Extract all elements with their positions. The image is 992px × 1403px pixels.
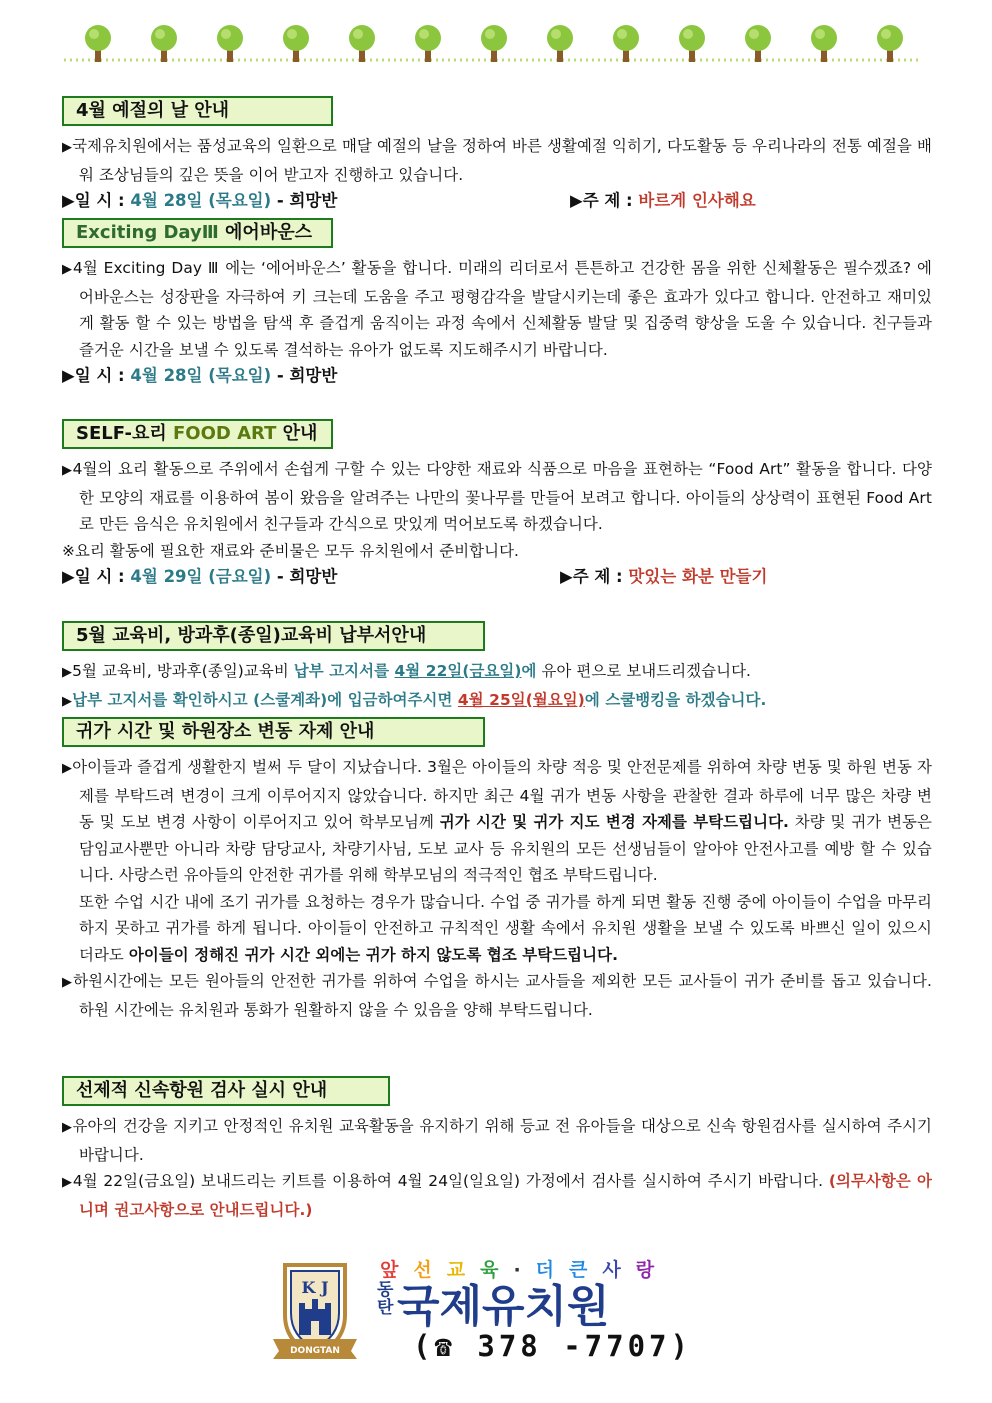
section-paragraph: ▶아이들과 즐겁게 생활한지 벌써 두 달이 지났습니다. 3월은 아이들의 차량 적응 및 안전문제를 위하여 차량 변동 및 하원 변동 자제를 부탁드려 변경이 크게 이루어지지 않았습니다. 하지만 최근 4월 귀가 변동 사항을 관찰한 결과 하루에 너무 많은 차량 변동 및 도보 변경 사항이 이루어지고 있어 학부모님께 귀가 시간 및 귀가 지도 변경 자제를 부탁드립니다. 차량 및 귀가 변동은 담임교사뿐만 아니라 차량 담당교사, 차량기사님, 도보 교사 등 유치원의 모든 선생님들이 알아야 안전사고를 예방 할 수 있습니다. 사랑스런 유아들의 안전한 귀가를 위해 학부모님의 적극적인 협조 부탁드립니다. [62,758,932,884]
topic-value: 바르게 인사해요 [638,191,756,210]
info-row [62,564,932,590]
tree-icon [394,25,460,62]
slogan-char: · [513,1259,536,1281]
section-paragraph: ▶4월 22일(금요일) 보내드리는 키트를 이용하여 4월 24일(일요일) 가정에서 검사를 실시하여 주시기 바랍니다. (의무사항은 아니며 권고사항으로 안내드립니다.) [62,1172,932,1219]
school-slogan [380,1255,669,1282]
bullet-icon: ▶ [62,463,73,478]
tree-icon [790,25,856,62]
class-name: - 희망반 [271,191,338,210]
class-name: - 희망반 [271,567,338,586]
crest-letters: K J [301,1278,329,1297]
bullet-icon: ▶ [62,262,73,277]
section-paragraph: ▶4월 Exciting Day Ⅲ 에는 ‘에어바운스’ 활동을 합니다. 미래의 리더로서 튼튼하고 건강한 몸을 위한 신체활동은 필수겠죠? 에어바운스는 성장판을 자극하여 키 크는데 도움을 주고 평형감각을 발달시키는데 좋은 효과가 있다고 합니다. 안전하고 재미있게 활동 할 수 있는 방법을 탐색 후 즐겁게 움직이는 과정 속에서 신체활동 발달 및 집중력 향상을 도울 수 있습니다. 친구들과 즐거운 시간을 보낼 수 있도록 결석하는 유아가 없도록 지도해주시기 바랍니다. [62,259,932,359]
slogan-char: 앞 [380,1259,414,1281]
class-name: - 희망반 [271,366,338,385]
note-text: ※요리 활동에 필요한 재료와 준비물은 모두 유치원에서 준비합니다. [62,541,520,560]
slogan-char: 육 [480,1259,514,1281]
section-title: 5월 교육비, 방과후(종일)교육비 납부서안내 [62,621,485,651]
tree-border-graphic [60,22,930,66]
slogan-char: 랑 [635,1259,670,1281]
section-title: SELF-요리 FOOD ART 안내 [62,419,333,449]
section-air-bounce [62,218,932,389]
school-footer [265,1255,705,1365]
topic-row [570,188,756,214]
bullet-icon: ▶ [62,975,74,990]
date-value: 4월 29일 (금요일) [130,567,272,586]
tree-icon [724,25,790,62]
school-name: 동탄국제유치원 [377,1280,610,1332]
date-value: 4월 28일 (목요일) [130,366,272,385]
date-label: ▶일 시 : [62,366,131,385]
slogan-char: 교 [446,1259,481,1281]
section-title: Exciting DayⅢ 에어바운스 [62,218,333,248]
section-etiquette-day [62,96,932,214]
tree-icon [64,25,130,62]
section-tuition-notice [62,621,932,715]
section-paragraph: ▶하원시간에는 모든 원아들의 안전한 귀가를 위하여 수업을 하시는 교사들을 제외한 모든 교사들이 귀가 준비를 돕고 있습니다. 하원 시간에는 유치원과 통화가 원활하지 않을 수 있음을 양해 부탁드립니다. [62,972,932,1019]
section-title: 선제적 신속항원 검사 실시 안내 [62,1076,390,1106]
info-row [62,188,932,214]
date-value: 4월 28일 (목요일) [130,191,272,210]
date-label: ▶일 시 : [62,191,131,210]
tree-icon [658,25,724,62]
section-title: 귀가 시간 및 하원장소 변동 자제 안내 [62,717,485,747]
date-label: ▶일 시 : [62,567,131,586]
bullet-icon: ▶ [62,665,73,680]
slogan-char: 사 [602,1259,636,1281]
section-food-art [62,419,932,590]
tree-icon [262,25,328,62]
topic-row [560,564,767,590]
bullet-icon: ▶ [62,761,73,776]
slogan-char: 선 [413,1259,447,1281]
slogan-char: 더 [535,1259,570,1281]
school-phone: (☎ 378 -7707) [413,1329,692,1363]
section-antigen-test [62,1076,932,1223]
bullet-icon: ▶ [62,140,73,155]
section-title: 4월 예절의 날 안내 [62,96,333,126]
bullet-icon: ▶ [62,693,73,709]
slogan-char: 큰 [569,1259,603,1281]
section-paragraph: ▶납부 고지서를 확인하시고 (스쿨계좌)에 입금하여주시면 4월 25일(월요일)에 스쿨뱅킹을 하겠습니다. [62,690,767,709]
crest-banner-text: DONGTAN [290,1346,340,1356]
topic-label: ▶주 제 : [570,191,639,210]
school-crest-icon [265,1255,365,1365]
tree-icon [526,25,592,62]
tree-border [60,22,930,66]
section-paragraph: ▶5월 교육비, 방과후(종일)교육비 납부 고지서를 4월 22일(금요일)에 유아 편으로 보내드리겠습니다. [62,662,752,680]
section-paragraph: 또한 수업 시간 내에 조기 귀가를 요청하는 경우가 많습니다. 수업 중 귀가를 하게 되면 활동 진행 중에 아이들이 수업을 마무리하지 못하고 귀가를 하게 됩니다. 아이들이 안전하고 규칙적인 생활 속에서 유치원 생활을 보낼 수 있도록 바쁘신 일이 있으시더라도 아이들이 정해진 귀가 시간 외에는 귀가 하지 않도록 협조 부탁드립니다. [79,892,932,964]
school-prefix: 동탄 [377,1280,394,1318]
section-pickup-notice [62,717,932,1023]
tree-icon [592,25,658,62]
topic-value: 맛있는 화분 만들기 [628,567,768,586]
topic-label: ▶주 제 : [560,567,629,586]
section-paragraph: ▶유아의 건강을 지키고 안정적인 유치원 교육활동을 유지하기 위해 등교 전 유아들을 대상으로 신속 항원검사를 실시하여 주시기 바랍니다. [62,1117,933,1164]
tree-icon [328,25,394,62]
tree-icon [856,25,922,62]
tree-icon [130,25,196,62]
info-row [62,363,932,389]
bullet-icon: ▶ [62,1120,73,1135]
tree-icon [460,25,526,62]
tree-icon [196,25,262,62]
section-paragraph: ▶국제유치원에서는 품성교육의 일환으로 매달 예절의 날을 정하여 바른 생활예절 익히기, 다도활동 등 우리나라의 전통 예절을 배워 조상님들의 깊은 뜻을 이어 받고자 진행하고 있습니다. [62,137,932,184]
bullet-icon: ▶ [62,1175,73,1190]
section-paragraph: ▶4월의 요리 활동으로 주위에서 손쉽게 구할 수 있는 다양한 재료와 식품으로 마음을 표현하는 “Food Art” 활동을 합니다. 다양한 모양의 재료를 이용하여 봄이 왔음을 알려주는 나만의 꽃나무를 만들어 보려고 합니다. 아이들의 상상력이 표현된 Food Art로 만든 음식은 유치원에서 친구들과 간식으로 맛있게 먹어보도록 하겠습니다. [62,460,932,533]
